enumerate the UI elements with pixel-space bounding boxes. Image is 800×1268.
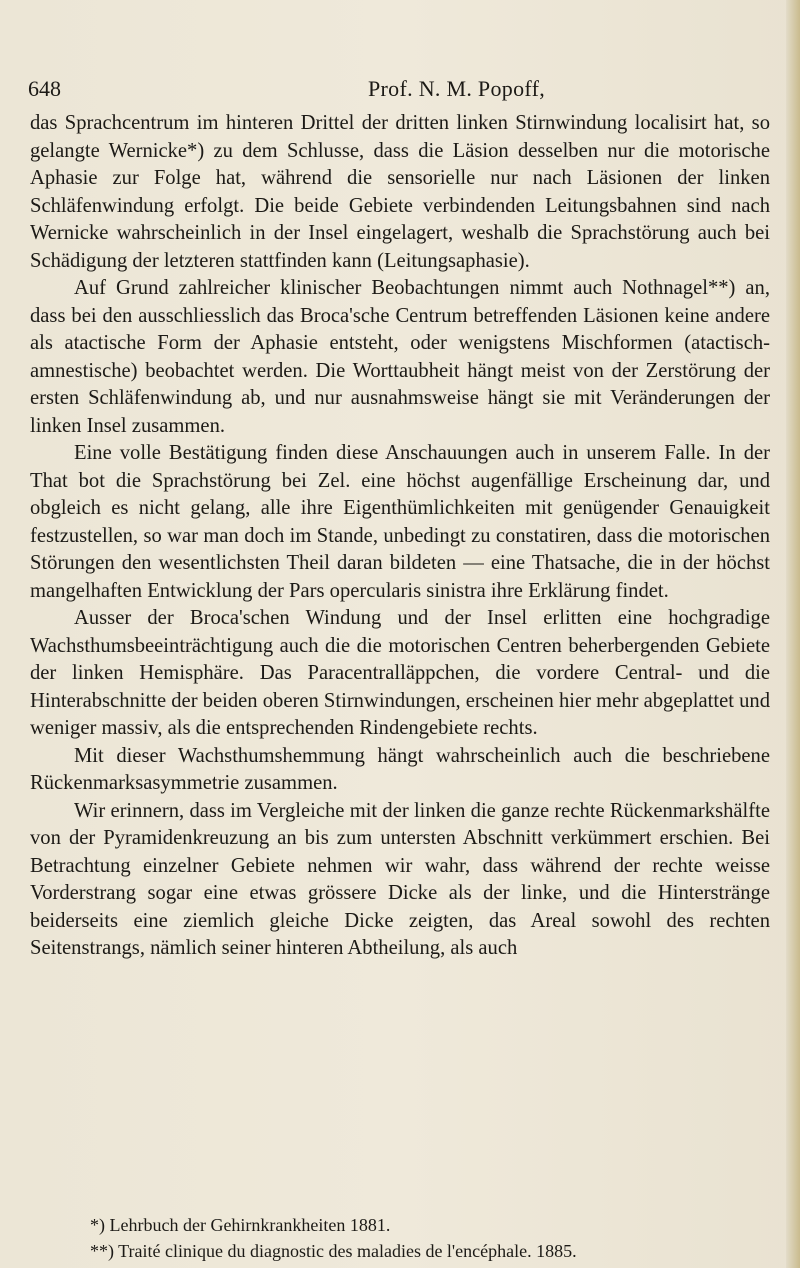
paragraph-2: Auf Grund zahlreicher klinischer Beobachtungen nimmt auch Nothnagel**) an, dass bei den ausschliesslich das Broca'sche Centrum betreffenden Läsionen keine andere als atactische Form der Aphasie entsteht, oder wenigstens Mischformen (atactisch-amnestische) beobachtet werden. Die Worttaubheit hängt meist von der Zerstörung der ersten Schläfenwindung ab, und nur ausnahmsweise hängt sie mit Veränderungen der linken Insel zusammen. — [30, 277, 770, 437]
paragraph-3: Eine volle Bestätigung finden diese Anschauungen auch in unserem Falle. In der That bot die Sprachstörung bei Zel. eine höchst augenfällige Erscheinung dar, und obgleich es nicht gelang, alle ihre Eigenthümlichkeiten mit genügender Genauigkeit festzustellen, so war man doch im Stande, unbedingt zu constatiren, dass die motorischen Störungen den wesentlichsten Theil daran bildeten — eine Thatsache, die in der höchst mangelhaften Entwicklung der Pars opercularis sinistra ihre Erklärung findet. — [30, 442, 770, 602]
running-title: Prof. N. M. Popoff, — [368, 76, 546, 101]
paragraph-1: das Sprachcentrum im hinteren Drittel der dritten linken Stirnwindung localisirt hat, so gelangte Wernicke*) zu dem Schlusse, dass die Läsion desselben nur die motorische Aphasie zur Folge hat, während die sensorielle nur nach Läsionen der linken Schläfenwindung erfolgt. Die beide Gebiete verbindenden Leitungsbahnen sind nach Wernicke wahrscheinlich in der Insel eingelagert, weshalb die Sprachstörung auch bei Schädigung der letzteren stattfinden kann (Leitungsaphasie). — [30, 112, 770, 272]
page-header — [28, 76, 768, 106]
paragraph-5: Mit dieser Wachsthumshemmung hängt wahrscheinlich auch die beschriebene Rückenmarksasymmetrie zusammen. — [30, 744, 770, 794]
paragraph-6: Wir erinnern, dass im Vergleiche mit der linken die ganze rechte Rückenmarkshälfte von der Pyramidenkreuzung an bis zum untersten Abschnitt verkümmert erschien. Bei Betrachtung einzelner Gebiete nehmen wir wahr, dass während der rechte weisse Vorderstrang sogar eine etwas grössere Dicke als der linke, und die Hinterstränge beiderseits eine ziemlich gleiche Dicke zeigten, das Areal sowohl des rechten Seitenstrangs, nämlich seiner hinteren Abtheilung, als auch — [30, 799, 770, 959]
footnotes — [30, 1212, 770, 1264]
paragraph-4: Ausser der Broca'schen Windung und der Insel erlitten eine hochgradige Wachsthumsbeeinträchtigung auch die die motorischen Centren beherbergenden Gebiete der linken Hemisphäre. Das Paracentralläppchen, die vordere Central- und die Hinterabschnitte der beiden oberen Stirnwindungen, erscheinen hier mehr abgeplattet und weniger massiv, als die entsprechenden Rindengebiete rechts. — [30, 607, 770, 739]
page-edge — [786, 0, 800, 1268]
footnote-1: *) Lehrbuch der Gehirnkrankheiten 1881. — [90, 1215, 391, 1235]
page-number: 648 — [28, 76, 61, 101]
body-text — [30, 110, 770, 963]
footnote-2: **) Traité clinique du diagnostic des maladies de l'encéphale. 1885. — [90, 1241, 577, 1261]
